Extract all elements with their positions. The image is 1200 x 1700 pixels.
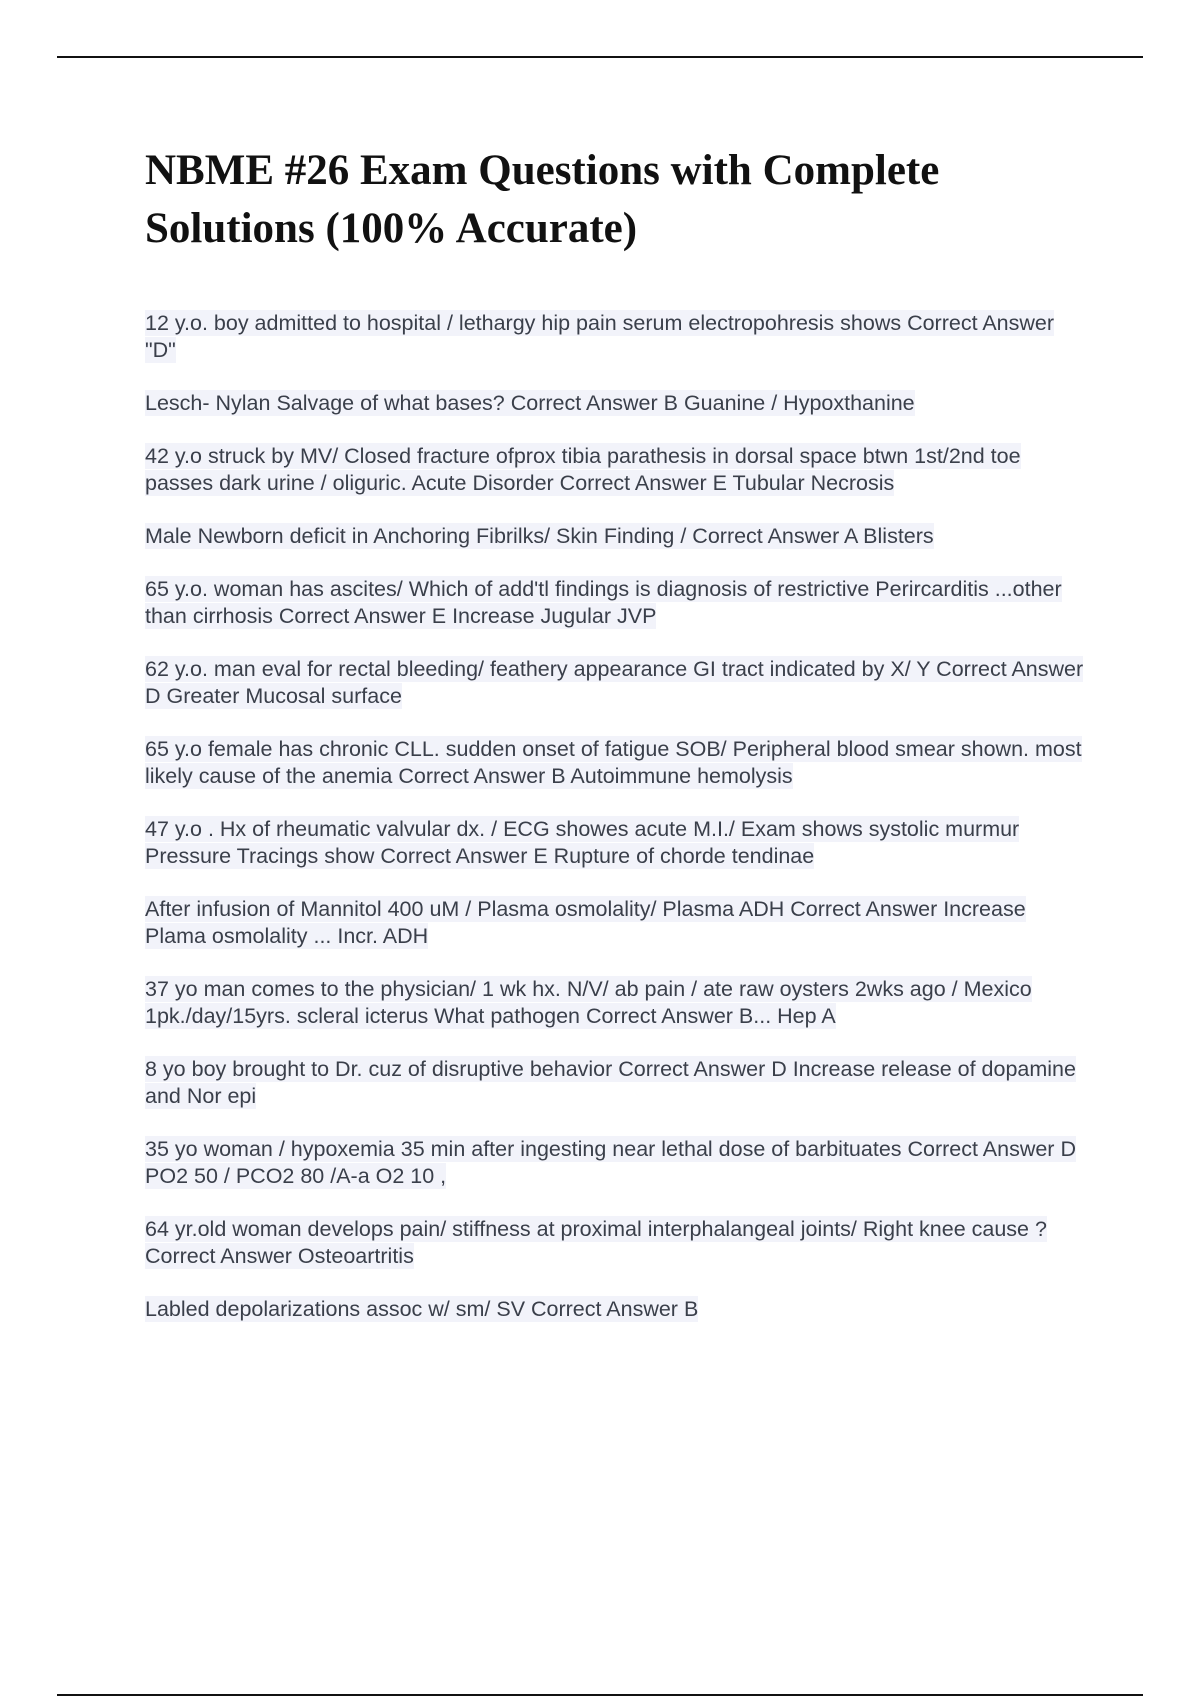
question-text: 12 y.o. boy admitted to hospital / lethargy hip pain serum electropohresis shows Correct Answer "D" (145, 311, 1055, 362)
document-title: NBME #26 Exam Questions with Complete Solutions (100% Accurate) (145, 147, 940, 252)
question-text: Lesch- Nylan Salvage of what bases? Correct Answer B Guanine / Hypoxthanine (145, 391, 915, 415)
question-text: 35 yo woman / hypoxemia 35 min after ingesting near lethal dose of barbituates Correct Answer D PO2 50 / PCO2 80 /A-a O2 10 , (145, 1137, 1076, 1188)
question-text: 47 y.o . Hx of rheumatic valvular dx. / ECG showes acute M.I./ Exam shows systolic murmur Pressure Tracings show Correct Answer E Rupture of chorde tendinae (145, 817, 1020, 868)
question-text: 62 y.o. man eval for rectal bleeding/ feathery appearance GI tract indicated by X/ Y Correct Answer D Greater Mucosal surface (145, 657, 1084, 708)
question-item (145, 1056, 1085, 1110)
question-item (145, 976, 1085, 1030)
question-item (145, 816, 1085, 870)
question-item (145, 443, 1085, 497)
question-item (145, 523, 1085, 550)
question-item (145, 390, 1085, 417)
question-item (145, 1216, 1085, 1270)
question-item (145, 736, 1085, 790)
question-text: Labled depolarizations assoc w/ sm/ SV Correct Answer B (145, 1297, 699, 1321)
question-text: 37 yo man comes to the physician/ 1 wk hx. N/V/ ab pain / ate raw oysters 2wks ago / Mexico 1pk./day/15yrs. scleral icterus What pathogen Correct Answer B... Hep A (145, 977, 1032, 1028)
question-item (145, 1296, 1085, 1323)
question-text: 65 y.o female has chronic CLL. sudden onset of fatigue SOB/ Peripheral blood smear shown. most likely cause of the anemia Correct Answer B Autoimmune hemolysis (145, 737, 1082, 788)
question-item (145, 656, 1085, 710)
question-item (145, 310, 1085, 364)
question-text: After infusion of Mannitol 400 uM / Plasma osmolality/ Plasma ADH Correct Answer Increase Plama osmolality ... Incr. ADH (145, 897, 1026, 948)
question-text: 42 y.o struck by MV/ Closed fracture ofprox tibia parathesis in dorsal space btwn 1st/2nd toe passes dark urine / oliguric. Acute Disorder Correct Answer E Tubular Necrosis (145, 444, 1021, 495)
footer-rule (57, 1694, 1143, 1696)
question-item (145, 1136, 1085, 1190)
question-item (145, 896, 1085, 950)
question-text: 64 yr.old woman develops pain/ stiffness at proximal interphalangeal joints/ Right knee cause ? Correct Answer Osteoartritis (145, 1217, 1047, 1268)
question-item (145, 576, 1085, 630)
question-list (145, 310, 1085, 1349)
question-text: 8 yo boy brought to Dr. cuz of disruptive behavior Correct Answer D Increase release of dopamine and Nor epi (145, 1057, 1076, 1108)
question-text: Male Newborn deficit in Anchoring Fibrilks/ Skin Finding / Correct Answer A Blisters (145, 524, 934, 548)
question-text: 65 y.o. woman has ascites/ Which of add'tl findings is diagnosis of restrictive Perircarditis ...other than cirrhosis Correct Answer E Increase Jugular JVP (145, 577, 1062, 628)
header-rule (57, 56, 1143, 58)
